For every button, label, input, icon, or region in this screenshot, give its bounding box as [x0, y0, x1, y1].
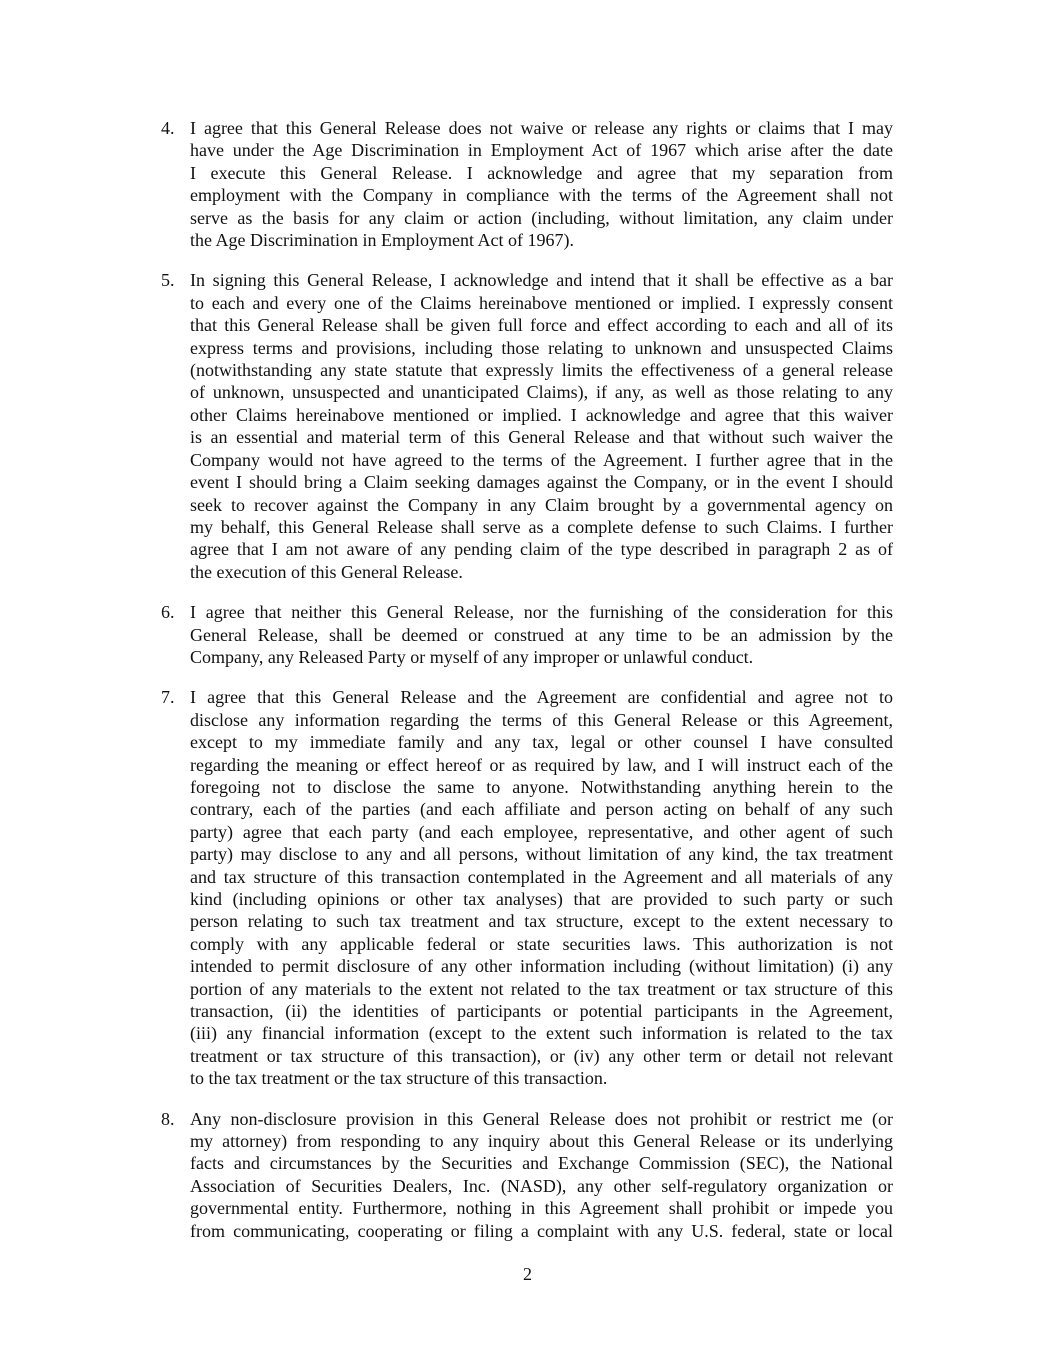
text-line: treatment or tax structure of this transaction), or (iv) any other term or detail not relevant: [190, 1045, 893, 1066]
text-line: I agree that neither this General Release, nor the furnishing of the consideration for this: [190, 602, 893, 623]
text-line: facts and circumstances by the Securities and Exchange Commission (SEC), the National: [190, 1153, 893, 1174]
text-line: from communicating, cooperating or filing a complaint with any U.S. federal, state or local: [190, 1220, 893, 1241]
text-line: party) may disclose to any and all persons, without limitation of any kind, the tax treatment: [190, 844, 893, 865]
text-line: Company, any Released Party or myself of any improper or unlawful conduct.: [190, 646, 754, 667]
text-line: foregoing not to disclose the same to anyone. Notwithstanding anything herein to the: [190, 776, 893, 797]
paragraph-number: 6.: [161, 602, 175, 623]
text-line: to the tax treatment or the tax structure of this transaction.: [190, 1068, 608, 1089]
text-line: Association of Securities Dealers, Inc. (NASD), any other self-regulatory organization or: [190, 1175, 893, 1196]
text-line: is an essential and material term of this General Release and that without such waiver the: [190, 427, 893, 448]
text-line: the execution of this General Release.: [190, 561, 463, 582]
text-line: Company would not have agreed to the terms of the Agreement. I further agree that in the: [190, 449, 893, 470]
text-line: governmental entity. Furthermore, nothing in this Agreement shall prohibit or impede you: [190, 1198, 893, 1219]
text-line: my attorney) from responding to any inquiry about this General Release or its underlying: [190, 1131, 893, 1152]
text-line: employment with the Company in compliance with the terms of the Agreement shall not: [190, 185, 893, 206]
page-number: 2: [523, 1264, 532, 1284]
paragraph-4: [161, 117, 893, 251]
text-line: my behalf, this General Release shall serve as a complete defense to such Claims. I further: [190, 516, 893, 537]
text-line: except to my immediate family and any tax, legal or other counsel I have consulted: [190, 732, 893, 753]
text-line: Any non-disclosure provision in this General Release does not prohibit or restrict me (or: [190, 1108, 893, 1129]
text-line: have under the Age Discrimination in Employment Act of 1967 which arise after the date: [190, 140, 893, 161]
text-line: I agree that this General Release does not waive or release any rights or claims that I may: [190, 118, 893, 138]
paragraph-text: [190, 269, 893, 583]
paragraph-number: 4.: [161, 118, 175, 138]
text-line: person relating to such tax treatment and tax structure, except to the extent necessary to: [190, 911, 893, 932]
paragraph-5: [161, 269, 893, 583]
text-line: General Release, shall be deemed or construed at any time to be an admission by the: [190, 624, 893, 645]
text-line: the Age Discrimination in Employment Act of 1967).: [190, 230, 574, 251]
text-line: contrary, each of the parties (and each affiliate and person acting on behalf of any such: [190, 799, 893, 820]
paragraph-6: [161, 601, 893, 668]
text-line: and tax structure of this transaction contemplated in the Agreement and all materials of any: [190, 866, 893, 887]
text-line: party) agree that each party (and each employee, representative, and other agent of such: [190, 821, 893, 842]
paragraph-number: 7.: [161, 687, 175, 708]
text-line: event I should bring a Claim seeking damages against the Company, or in the event I should: [190, 472, 893, 493]
text-line: kind (including opinions or other tax analyses) that are provided to such party or such: [190, 889, 893, 909]
text-line: other Claims hereinabove mentioned or implied. I acknowledge and agree that this waiver: [190, 404, 893, 425]
text-line: agree that I am not aware of any pending claim of the type described in paragraph 2 as of: [190, 539, 893, 560]
text-line: of unknown, unsuspected and unanticipated Claims), if any, as well as those relating to any: [190, 382, 893, 403]
text-line: comply with any applicable federal or state securities laws. This authorization is not: [190, 933, 893, 954]
text-line: (iii) any financial information (except to the extent such information is related to the tax: [190, 1023, 893, 1044]
paragraph-text: [190, 117, 893, 251]
text-line: express terms and provisions, including those relating to unknown and unsuspected Claims: [190, 337, 893, 358]
paragraph-text: [190, 686, 893, 1089]
document-body: [161, 117, 893, 1260]
paragraph-7: [161, 686, 893, 1089]
paragraph-8: [161, 1108, 893, 1242]
text-line: disclose any information regarding the terms of this General Release or this Agreement,: [190, 709, 893, 730]
text-line: regarding the meaning or effect hereof or as required by law, and I will instruct each of the: [190, 754, 893, 775]
text-line: In signing this General Release, I acknowledge and intend that it shall be effective as a bar: [190, 270, 893, 291]
text-line: serve as the basis for any claim or action (including, without limitation, any claim under: [190, 207, 893, 228]
text-line: portion of any materials to the extent not related to the tax treatment or tax structure of this: [190, 978, 893, 999]
paragraph-text: [190, 1108, 893, 1242]
text-line: that this General Release shall be given full force and effect according to each and all of its: [190, 315, 893, 336]
text-line: transaction, (ii) the identities of participants or potential participants in the Agreement,: [190, 1001, 893, 1022]
paragraph-text: [190, 601, 893, 668]
text-line: intended to permit disclosure of any other information including (without limitation) (i) any: [190, 956, 893, 977]
text-line: I agree that this General Release and the Agreement are confidential and agree not to: [190, 687, 893, 708]
text-line: to each and every one of the Claims hereinabove mentioned or implied. I expressly consent: [190, 292, 893, 313]
text-line: I execute this General Release. I acknowledge and agree that my separation from: [190, 162, 893, 183]
paragraph-number: 8.: [161, 1108, 175, 1129]
text-line: (notwithstanding any state statute that expressly limits the effectiveness of a general release: [190, 360, 893, 381]
paragraph-number: 5.: [161, 270, 175, 291]
text-line: seek to recover against the Company in any Claim brought by a governmental agency on: [190, 494, 893, 515]
